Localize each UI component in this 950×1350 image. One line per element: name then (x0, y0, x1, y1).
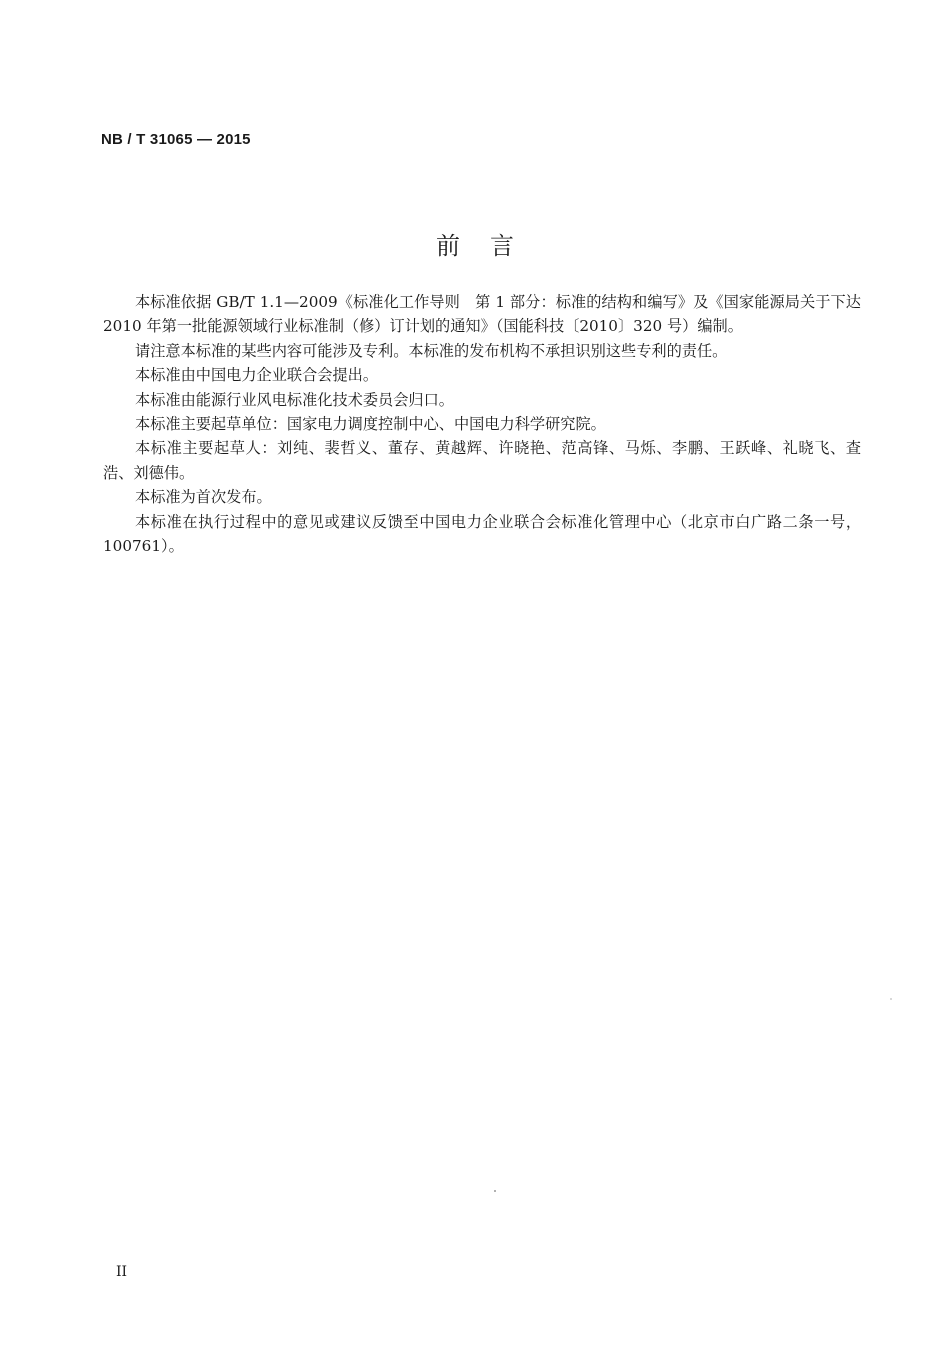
paragraph-first-release: 本标准为首次发布。 (135, 488, 272, 507)
paragraph-feedback: 本标准在执行过程中的意见或建议反馈至中国电力企业联合会标准化管理中心（北京市白广路二条一号，100761）。 (103, 512, 861, 556)
scan-speck (494, 1190, 496, 1192)
paragraph-patent-notice: 请注意本标准的某些内容可能涉及专利。本标准的发布机构不承担识别这些专利的责任。 (135, 341, 728, 360)
scan-speck (890, 998, 892, 1000)
page-number: II (116, 1264, 128, 1280)
paragraph-drafters: 本标准主要起草人：刘纯、裴哲义、董存、黄越辉、许晓艳、范高锋、马烁、李鹏、王跃峰、礼晓飞、查浩、刘德伟。 (103, 439, 861, 482)
paragraph-basis: 本标准依据 GB/T 1.1—2009《标准化工作导则 第 1 部分：标准的结构和编写》及《国家能源局关于下达 2010 年第一批能源领域行业标准制（修）订计划的通知》（国能科技〔2010〕320 号）编制。 (103, 293, 861, 336)
paragraph-drafting-units: 本标准主要起草单位：国家电力调度控制中心、中国电力科学研究院。 (135, 415, 606, 434)
standard-code: NB / T 31065 — 2015 (101, 131, 251, 148)
paragraph-proposer: 本标准由中国电力企业联合会提出。 (135, 366, 378, 385)
paragraph-technical-committee: 本标准由能源行业风电标准化技术委员会归口。 (135, 390, 454, 409)
page-title: 前言 (436, 232, 544, 261)
foreword-body (103, 290, 861, 558)
